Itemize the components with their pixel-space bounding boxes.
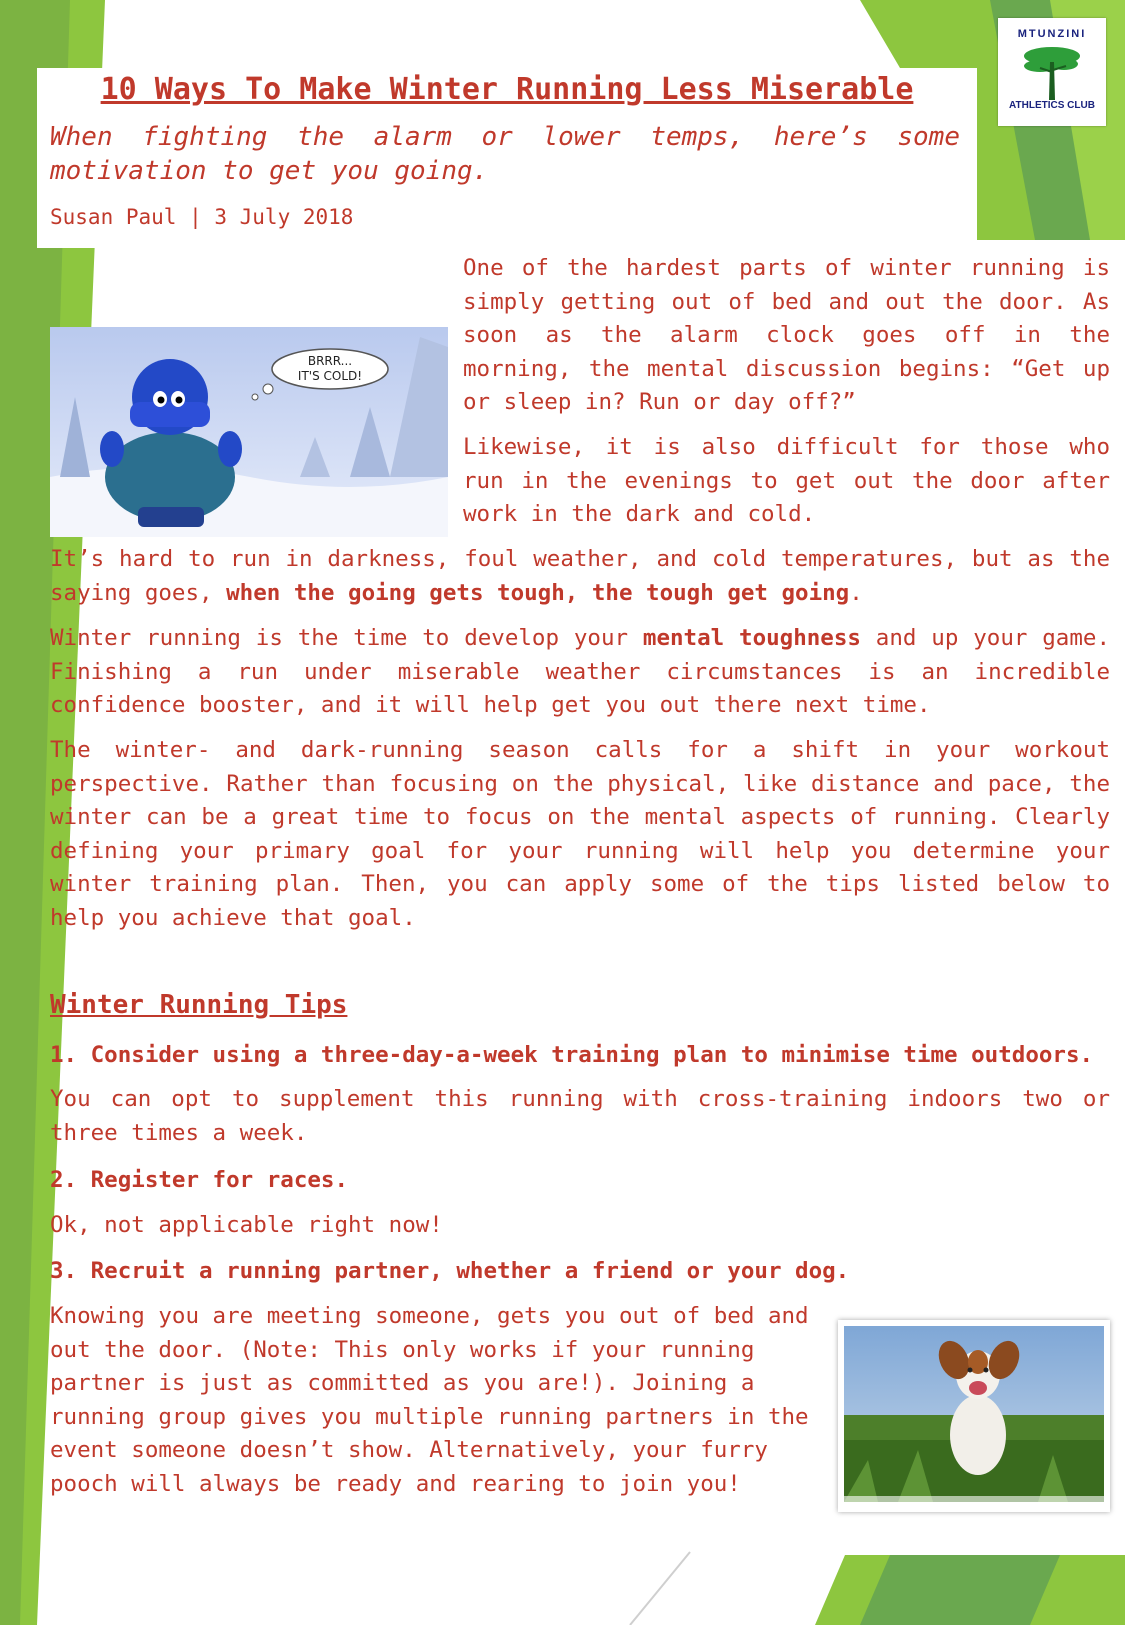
svg-text:IT'S COLD!: IT'S COLD! [297,369,363,383]
tip-3-title: 3. Recruit a running partner, whether a friend or your dog. [50,1258,850,1284]
article-subtitle: When fighting the alarm or lower temps, here’s some motivation to get you going. [50,122,960,186]
paragraph-evening-runners: Likewise, it is also difficult for those who run in the evenings to get out the door after work in the dark and cold. [463,434,1110,527]
running-dog-photo [838,1320,1110,1512]
logo-bottom-text: ATHLETICS CLUB [1009,100,1095,111]
tip-3-body: Knowing you are meeting someone, gets you out of bed and out the door. (Note: This only works if your running partner is just as committed as you are!). Joining a running group gives you multiple running partners in the event someone doesn’t show. Alternatively, your furry pooch will always be ready and rearing to join you! [50,1303,809,1497]
paragraph-tough-going: It’s hard to run in darkness, foul weather, and cold temperatures, but as the saying goes, when the going gets tough, the tough get going. [50,546,1110,606]
tips-heading: Winter Running Tips [50,990,348,1020]
paragraph-mental-toughness: Winter running is the time to develop your mental toughness and up your game. Finishing a run under miserable weather circumstances is an incredible confidence booster, and it will help get you out there next time. [50,625,1110,718]
paragraph-training-perspective: The winter- and dark-running season calls for a shift in your workout perspective. Rather than focusing on the physical, like distance and pace, the winter can be a great time to focus on the mental aspects of running. Clearly defining your primary goal for your running will help you determine your winter training plan. Then, you can apply some of the tips listed below to help you achieve that goal. [50,737,1110,931]
bold-phrase: when the going gets tough, the tough get going [226,579,850,606]
tip-2-title: 2. Register for races. [50,1167,349,1193]
club-logo [998,18,1106,126]
article-title: 10 Ways To Make Winter Running Less Miserable [100,72,914,107]
tip-2-body: Ok, not applicable right now! [50,1212,443,1238]
paragraph-intro: One of the hardest parts of winter running is simply getting out of bed and out the door. As soon as the alarm clock goes off in the morning, the mental discussion begins: “Get up or sleep in? Run or day off?” [463,255,1110,415]
cold-runner-cartoon-image [50,327,448,537]
article-byline: Susan Paul | 3 July 2018 [50,205,354,229]
logo-top-text: MTUNZINI [1017,28,1087,40]
tip-1-title: 1. Consider using a three-day-a-week training plan to minimise time outdoors. [50,1042,1094,1068]
bold-phrase: mental toughness [642,625,861,651]
tree-icon [1020,42,1084,102]
svg-text:BRRR...: BRRR... [307,354,353,368]
tip-1-body: You can opt to supplement this running with cross-training indoors two or three times a week. [50,1086,1110,1146]
